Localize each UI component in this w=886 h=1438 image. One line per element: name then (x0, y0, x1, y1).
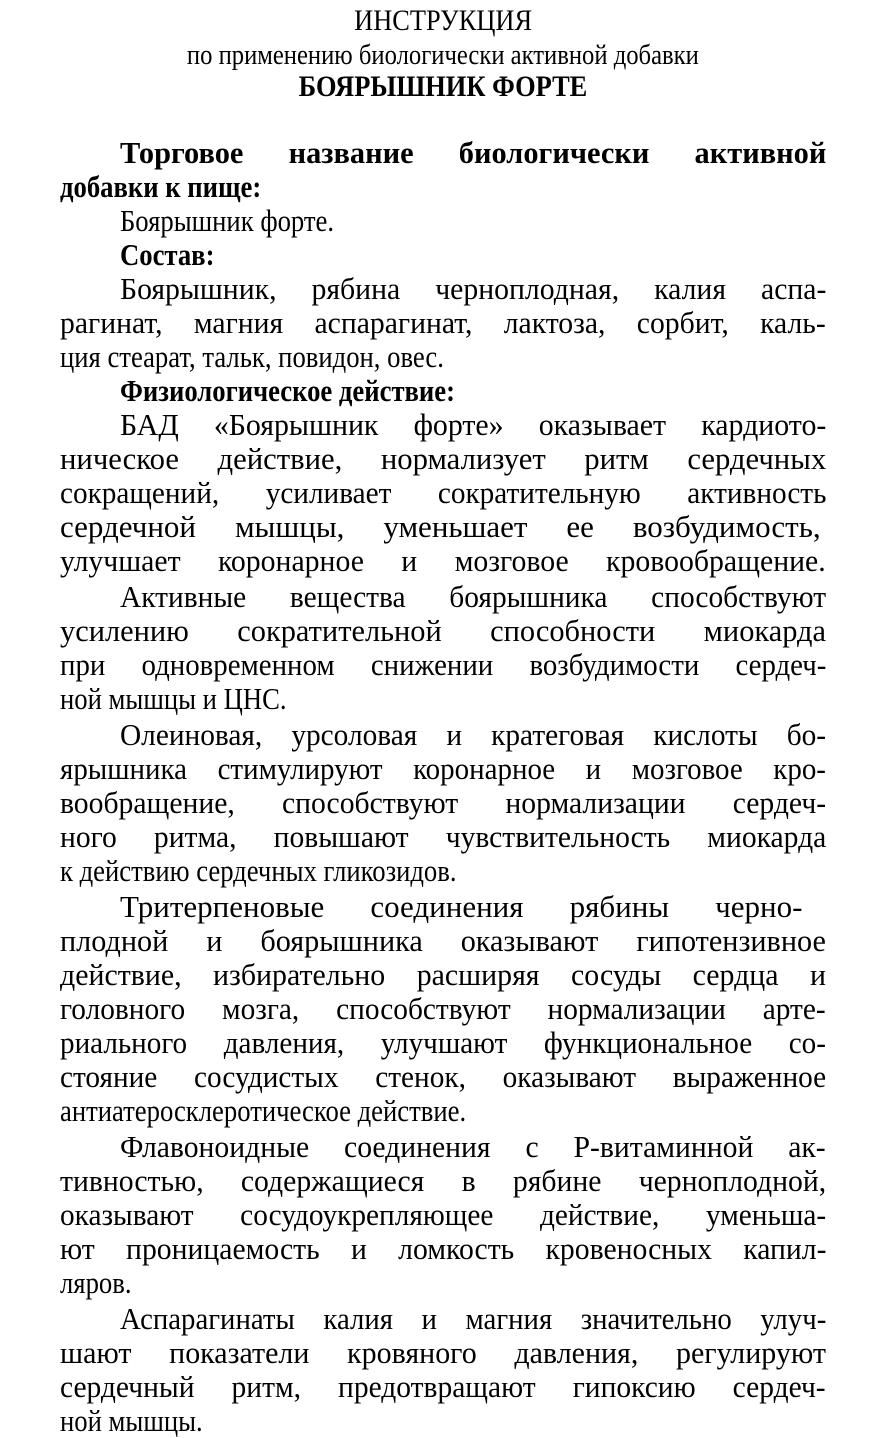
line-text: при одновременном снижении возбудимости сердеч- (60, 647, 827, 682)
line-text: Активные вещества боярышника способствуют (120, 579, 827, 614)
text-line (120, 408, 826, 442)
line-text: антиатеросклеротическое действие. (60, 1093, 467, 1128)
text-line (60, 1370, 826, 1404)
line-text: к действию сердечных гликозидов. (60, 853, 457, 888)
text-line (120, 890, 826, 924)
text-line (60, 786, 826, 820)
line-text: БАД «Боярышник форте» оказывает кардиото- (120, 407, 827, 442)
line-text: тивностью, содержащиеся в рябине черноплодной, (60, 1163, 827, 1198)
line-text: Торговое название биологически активной (120, 135, 827, 170)
section-heading-line (60, 170, 826, 204)
line-text: вообращение, способствуют нормализации сердеч- (60, 785, 827, 820)
text-line (60, 340, 826, 374)
text-line (120, 204, 826, 238)
section-heading-line (120, 374, 826, 408)
text-line (120, 580, 826, 614)
text-line (120, 1130, 826, 1164)
section-heading-line (120, 136, 826, 170)
text-line (120, 1302, 826, 1336)
line-text: ляров. (60, 1265, 132, 1300)
line-text: усилению сократительной способности миокарда (60, 613, 826, 648)
text-line (60, 614, 826, 648)
line-text: шают показатели кровяного давления, регулируют (60, 1335, 826, 1370)
document-subtitle (0, 40, 886, 72)
text-line (60, 1060, 826, 1094)
line-text: Флавоноидные соединения с Р-витаминной ак- (120, 1129, 826, 1164)
line-text: рагинат, магния аспарагинат, лактоза, сорбит, каль- (60, 305, 826, 340)
text-line (60, 476, 826, 510)
text-line (60, 306, 826, 340)
text-line (60, 510, 826, 544)
line-text: действие, избирательно расширяя сосуды сердца и (60, 957, 826, 992)
line-text: улучшает коронарное и мозговое кровообращение. (60, 543, 826, 578)
text-line (60, 752, 826, 786)
text-line (60, 1232, 826, 1266)
line-text: ническое действие, нормализует ритм сердечных (60, 441, 827, 476)
line-text: головного мозга, способствуют нормализации арте- (60, 991, 826, 1026)
text-line (60, 648, 826, 682)
text-line (60, 1266, 826, 1300)
text-line (60, 1026, 826, 1060)
text-line (60, 1164, 826, 1198)
text-line (60, 924, 826, 958)
line-text: ярышника стимулируют коронарное и мозговое кро- (60, 751, 826, 786)
line-text: Аспарагинаты калия и магния значительно улуч- (120, 1301, 827, 1336)
line-text: оказывают сосудоукрепляющее действие, уменьша- (60, 1197, 827, 1232)
line-text: сердечной мышцы, уменьшает ее возбудимость, (60, 509, 821, 544)
document-subtitle-text: по применению биологически активной добавки (187, 40, 699, 71)
document-title (0, 4, 886, 38)
text-line (120, 272, 826, 306)
text-line (60, 442, 826, 476)
text-line (60, 1336, 826, 1370)
line-text: Боярышник, рябина черноплодная, калия аспа- (120, 271, 827, 306)
text-line (60, 854, 826, 888)
line-text: риального давления, улучшают функциональное со- (60, 1025, 826, 1060)
line-text: Состав: (120, 237, 215, 272)
text-line (60, 992, 826, 1026)
text-line (60, 820, 826, 854)
text-line (120, 718, 826, 752)
line-text: ной мышцы и ЦНС. (60, 681, 287, 716)
text-line (60, 544, 826, 578)
section-heading-line (120, 238, 826, 272)
line-text: сердечный ритм, предотвращают гипоксию сердеч- (60, 1369, 826, 1404)
text-line (60, 958, 826, 992)
product-name-text: БОЯРЫШНИК ФОРТЕ (298, 70, 588, 103)
line-text: Тритерпеновые соединения рябины черно- (120, 889, 803, 924)
line-text: Боярышник форте. (120, 203, 335, 238)
line-text: ют проницаемость и ломкость кровеносных капил- (60, 1231, 827, 1266)
text-line (60, 1094, 826, 1128)
line-text: добавки к пище: (60, 169, 262, 204)
line-text: стояние сосудистых стенок, оказывают выраженное (60, 1059, 827, 1094)
line-text: Олеиновая, урсоловая и кратеговая кислоты бо- (120, 717, 827, 752)
line-text: плодной и боярышника оказывают гипотензивное (60, 923, 826, 958)
text-line (60, 682, 826, 716)
text-line (60, 1404, 826, 1438)
line-text: ция стеарат, тальк, повидон, овес. (60, 339, 444, 374)
line-text: сокращений, усиливает сократительную активность (60, 475, 827, 510)
product-name (0, 70, 886, 104)
line-text: ного ритма, повышают чувствительность миокарда (60, 819, 827, 854)
line-text: Физиологическое действие: (120, 373, 456, 408)
text-line (60, 1198, 826, 1232)
line-text: ной мышцы. (60, 1403, 203, 1438)
document-title-text: ИНСТРУКЦИЯ (354, 4, 532, 37)
